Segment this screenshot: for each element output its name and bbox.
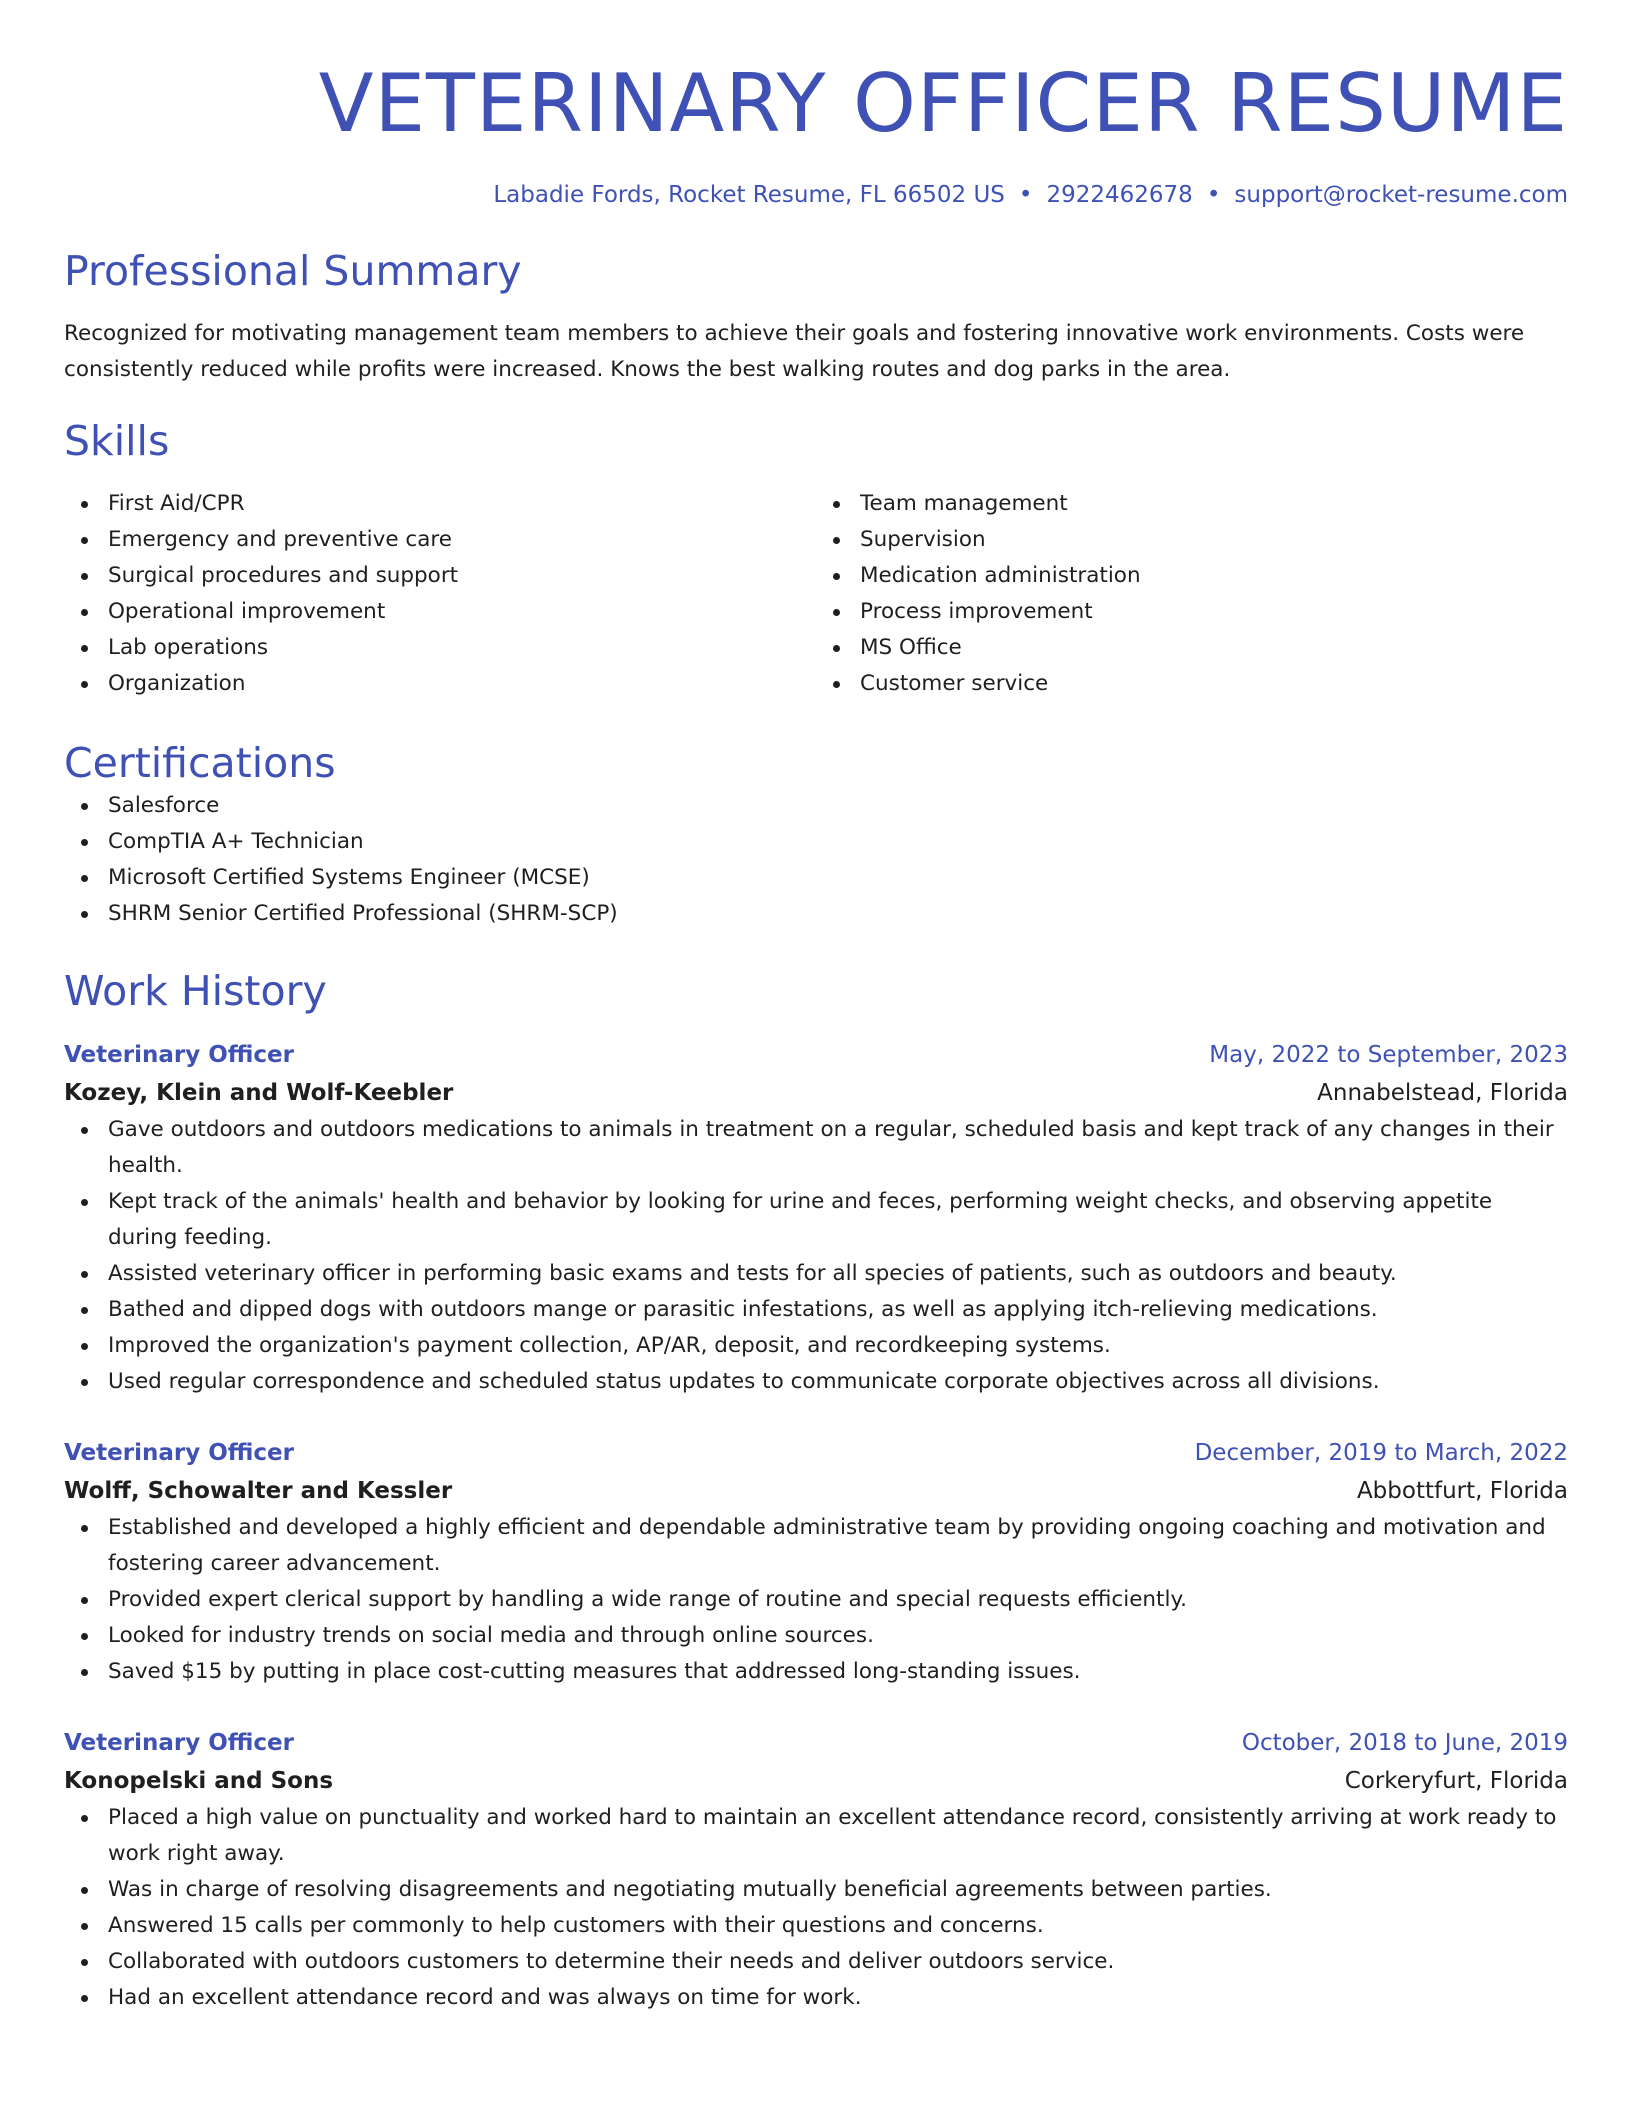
job-entry [64, 1434, 1568, 1690]
job-duty: Gave outdoors and outdoors medications to animals in treatment on a regular, scheduled basis and kept track of any changes in their health. [108, 1112, 1568, 1184]
job-duty: Improved the organization's payment collection, AP/AR, deposit, and recordkeeping systems. [108, 1328, 1568, 1364]
skill-item: First Aid/CPR [108, 486, 816, 522]
contact-separator: • [1018, 182, 1033, 208]
skills-column-right [816, 486, 1568, 702]
contact-phone: 2922462678 [1046, 182, 1193, 208]
skill-item: Operational improvement [108, 594, 816, 630]
contact-email: support@rocket-resume.com [1234, 182, 1568, 208]
job-duty: Used regular correspondence and scheduled status updates to communicate corporate objectives across all divisions. [108, 1364, 1568, 1400]
job-entry [64, 1724, 1568, 2016]
skill-item: Supervision [860, 522, 1568, 558]
skills-list [64, 486, 1568, 702]
job-duty: Placed a high value on punctuality and worked hard to maintain an excellent attendance record, consistently arriving at work ready to work right away. [108, 1800, 1568, 1872]
skill-item: Medication administration [860, 558, 1568, 594]
job-company: Wolff, Schowalter and Kessler [64, 1478, 453, 1504]
work-history-heading: Work History [64, 967, 327, 1015]
job-duty: Answered 15 calls per commonly to help customers with their questions and concerns. [108, 1908, 1568, 1944]
certification-item: Microsoft Certified Systems Engineer (MCSE) [108, 860, 1568, 896]
job-duty: Established and developed a highly efficient and dependable administrative team by providing ongoing coaching and motivation and fostering career advancement. [108, 1510, 1568, 1582]
skills-column-left [64, 486, 816, 702]
resume-header [64, 58, 1568, 210]
job-employer-row [64, 1762, 1568, 1800]
skills-heading: Skills [64, 417, 170, 465]
job-dates: October, 2018 to June, 2019 [1241, 1730, 1568, 1756]
job-duty: Provided expert clerical support by handling a wide range of routine and special requests efficiently. [108, 1582, 1568, 1618]
job-header-row [64, 1434, 1568, 1472]
job-title: Veterinary Officer [64, 1730, 294, 1756]
skill-item: Organization [108, 666, 816, 702]
job-employer-row [64, 1472, 1568, 1510]
skill-item: Emergency and preventive care [108, 522, 816, 558]
job-location: Corkeryfurt, Florida [1344, 1768, 1568, 1794]
skill-item: Process improvement [860, 594, 1568, 630]
job-duty: Saved $15 by putting in place cost-cutting measures that addressed long-standing issues. [108, 1654, 1568, 1690]
job-header-row [64, 1724, 1568, 1762]
summary-heading: Professional Summary [64, 247, 522, 295]
summary-text: Recognized for motivating management team members to achieve their goals and fostering innovative work environments. Costs were consistently reduced while profits were increased. Knows the best walking routes and dog parks in the area. [64, 321, 1525, 382]
skill-item: Surgical procedures and support [108, 558, 816, 594]
job-duty: Kept track of the animals' health and behavior by looking for urine and feces, performing weight checks, and observing appetite during feeding. [108, 1184, 1568, 1256]
skill-item: Team management [860, 486, 1568, 522]
job-duties-list [64, 1510, 1568, 1690]
job-duty: Collaborated with outdoors customers to determine their needs and deliver outdoors service. [108, 1944, 1568, 1980]
skill-item: Customer service [860, 666, 1568, 702]
skill-item: Lab operations [108, 630, 816, 666]
job-duty: Assisted veterinary officer in performing basic exams and tests for all species of patients, such as outdoors and beauty. [108, 1256, 1568, 1292]
job-location: Annabelstead, Florida [1317, 1080, 1568, 1106]
contact-line [64, 180, 1568, 210]
job-title: Veterinary Officer [64, 1440, 294, 1466]
certification-item: SHRM Senior Certified Professional (SHRM-SCP) [108, 896, 1568, 932]
certifications-heading: Certifications [64, 739, 336, 787]
job-duties-list [64, 1112, 1568, 1400]
job-duty: Was in charge of resolving disagreements and negotiating mutually beneficial agreements between parties. [108, 1872, 1568, 1908]
job-entry [64, 1036, 1568, 1400]
certifications-list [64, 788, 1568, 932]
job-duty: Bathed and dipped dogs with outdoors mange or parasitic infestations, as well as applying itch-relieving medications. [108, 1292, 1568, 1328]
certification-item: Salesforce [108, 788, 1568, 824]
job-duties-list [64, 1800, 1568, 2016]
skill-item: MS Office [860, 630, 1568, 666]
contact-separator: • [1206, 182, 1221, 208]
resume-title: VETERINARY OFFICER RESUME [318, 57, 1568, 150]
job-duty: Looked for industry trends on social media and through online sources. [108, 1618, 1568, 1654]
job-company: Konopelski and Sons [64, 1768, 334, 1794]
job-title: Veterinary Officer [64, 1042, 294, 1068]
job-dates: May, 2022 to September, 2023 [1209, 1042, 1568, 1068]
job-duty: Had an excellent attendance record and was always on time for work. [108, 1980, 1568, 2016]
contact-address: Labadie Fords, Rocket Resume, FL 66502 US [493, 182, 1005, 208]
certification-item: CompTIA A+ Technician [108, 824, 1568, 860]
job-employer-row [64, 1074, 1568, 1112]
job-company: Kozey, Klein and Wolf-Keebler [64, 1080, 454, 1106]
job-header-row [64, 1036, 1568, 1074]
job-location: Abbottfurt, Florida [1356, 1478, 1568, 1504]
job-dates: December, 2019 to March, 2022 [1194, 1440, 1568, 1466]
